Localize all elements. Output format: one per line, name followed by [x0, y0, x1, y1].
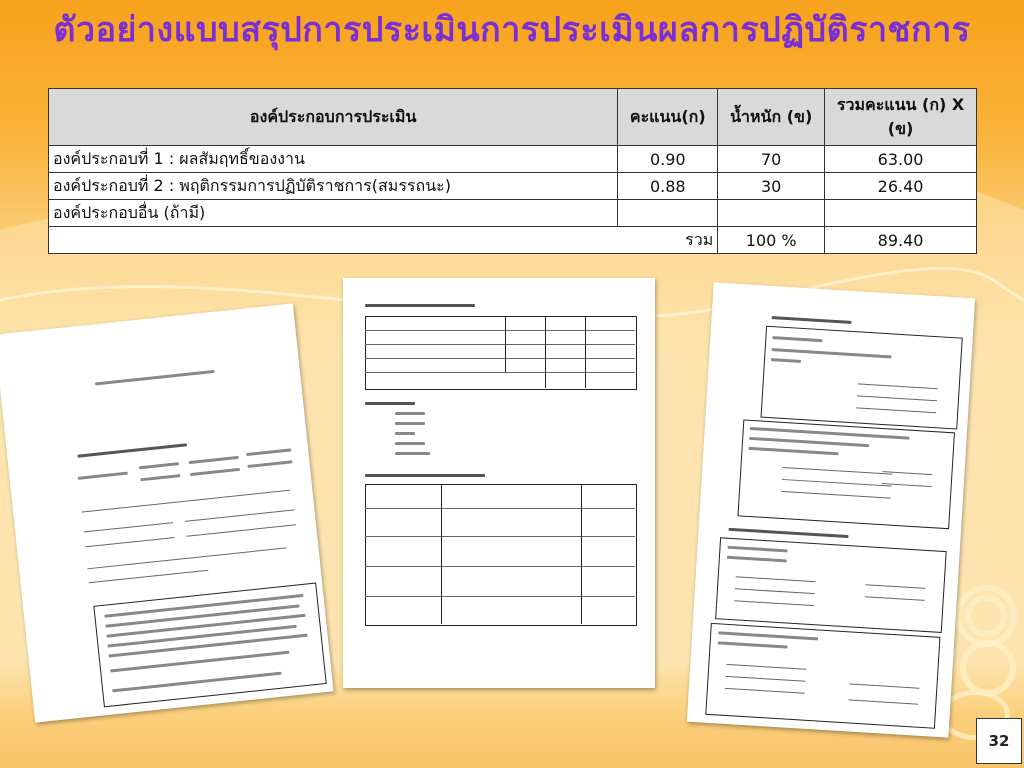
- row-label: องค์ประกอบที่ 2 : พฤติกรรมการปฏิบัติราชการ(สมรรถนะ): [49, 173, 618, 200]
- total-weight: 100 %: [718, 227, 825, 254]
- header-component: องค์ประกอบการประเมิน: [49, 89, 618, 146]
- row-total: [825, 200, 977, 227]
- slide-title: ตัวอย่างแบบสรุปการประเมินการประเมินผลการปฏิบัติราชการ: [53, 10, 971, 50]
- form-thumbnail-middle: [343, 278, 655, 688]
- row-weight: 70: [718, 146, 825, 173]
- header-score: คะแนน(ก): [618, 89, 718, 146]
- score-summary-table: [48, 88, 977, 254]
- row-weight: [718, 200, 825, 227]
- row-label: องค์ประกอบอื่น (ถ้ามี): [49, 200, 618, 227]
- header-total: รวมคะแนน (ก) X (ข): [825, 89, 977, 146]
- table-row: [49, 173, 977, 200]
- table-total-row: [49, 227, 977, 254]
- row-score: 0.90: [618, 146, 718, 173]
- total-label: รวม: [49, 227, 718, 254]
- form-thumbnail-left: [0, 303, 334, 722]
- row-label: องค์ประกอบที่ 1 : ผลสัมฤทธิ์ของงาน: [49, 146, 618, 173]
- table-row: [49, 146, 977, 173]
- row-score: 0.88: [618, 173, 718, 200]
- slide-number: 32: [976, 718, 1022, 764]
- row-score: [618, 200, 718, 227]
- header-weight: น้ำหนัก (ข): [718, 89, 825, 146]
- table-header-row: [49, 89, 977, 146]
- decor-ring: [965, 595, 1007, 637]
- decor-ring: [960, 640, 1016, 696]
- table-row: [49, 200, 977, 227]
- row-weight: 30: [718, 173, 825, 200]
- row-total: 63.00: [825, 146, 977, 173]
- total-score: 89.40: [825, 227, 977, 254]
- form-thumbnail-right: [687, 282, 975, 737]
- row-total: 26.40: [825, 173, 977, 200]
